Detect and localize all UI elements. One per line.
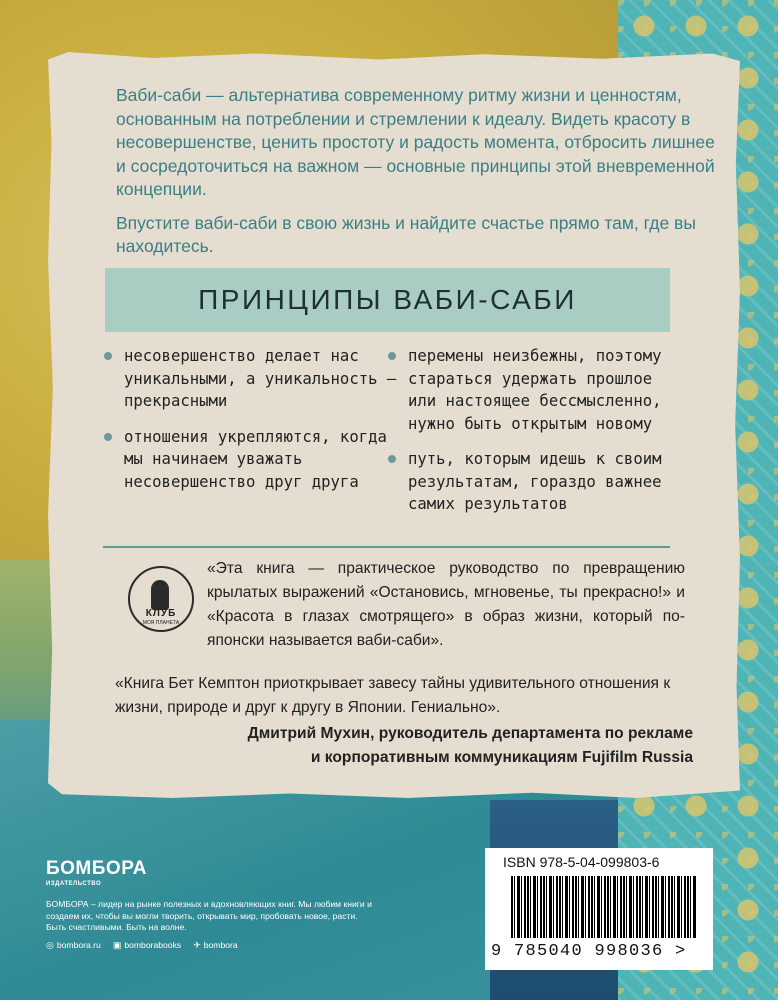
principle-item xyxy=(102,345,402,413)
intro-text xyxy=(116,84,716,269)
principle-text: перемены неизбежны, поэтому стараться удержать прошлое или настоящее бессмысленно, нужно быть открытым новому xyxy=(408,347,662,433)
telegram-icon: ✈ xyxy=(193,939,201,950)
author-name: Дмитрий Мухин xyxy=(247,725,371,742)
principles-banner-title: ПРИНЦИПЫ ВАБИ-САБИ xyxy=(198,284,577,315)
social-link[interactable] xyxy=(113,940,181,951)
publisher-social-links xyxy=(46,940,376,951)
club-logo-subtext: МОЯ ПЛАНЕТА xyxy=(142,620,180,626)
principles-right-column xyxy=(386,345,686,529)
social-label: bombora.ru xyxy=(56,939,101,950)
principle-text: путь, которым идешь к своим результатам, гораздо важнее самих результатов xyxy=(408,450,662,513)
publisher-block xyxy=(46,858,376,951)
principle-text: несовершенство делает нас уникальными, а уникальность — прекрасными xyxy=(124,347,397,410)
principles-banner xyxy=(105,268,670,332)
social-label: bomborabooks xyxy=(124,939,182,950)
author-title-line-2: и корпоративным коммуникациям Fujifilm Russia xyxy=(310,749,693,766)
publisher-logo: БОМБОРА xyxy=(46,858,147,879)
principle-item xyxy=(102,426,402,494)
instagram-icon: ◎ xyxy=(46,939,54,950)
social-label: bombora xyxy=(203,939,238,950)
bullet-icon xyxy=(388,455,396,463)
social-link[interactable] xyxy=(193,940,237,951)
intro-paragraph-1: Ваби-саби — альтернатива современному ритму жизни и ценностям, основанным на потреблении и стремлении к идеалу. Видеть красоту в несовершенстве, ценить простоту и радость момента, отбросить лишнее и сосредоточиться на важном — основные принципы этой вневременной концепции. xyxy=(116,85,715,199)
barcode-digits: 9 785040 998036 > xyxy=(491,942,687,961)
review-author xyxy=(115,722,693,770)
principles-left-column xyxy=(102,345,402,506)
social-link[interactable] xyxy=(46,940,101,951)
review-quote-2: «Книга Бет Кемптон приоткрывает завесу тайны удивительного отношения к жизни, природе и друг к другу в Японии. Гениально». xyxy=(115,675,671,716)
club-logo-text: КЛУБ xyxy=(145,608,177,619)
section-divider xyxy=(103,546,670,548)
barcode-panel xyxy=(485,848,713,970)
publisher-sublogo: ИЗДАТЕЛЬСТВО xyxy=(46,881,102,887)
barcode-icon xyxy=(511,876,697,938)
vk-icon: ▣ xyxy=(112,939,122,950)
principle-item xyxy=(386,345,686,435)
principle-item xyxy=(386,448,686,516)
isbn-number: ISBN 978-5-04-099803-6 xyxy=(503,854,660,870)
traveler-icon xyxy=(151,580,169,610)
author-title-line-1: , руководитель департамента по рекламе xyxy=(370,725,693,742)
review-quote-1: «Эта книга — практическое руководство по превращению крылатых выражений «Остановись, мгновенье, ты прекрасно!» и «Красота в глазах смотрящего» в образ жизни, который по-японски называется ваби-саби». xyxy=(207,560,685,649)
bullet-icon xyxy=(388,352,396,360)
bullet-icon xyxy=(104,433,112,441)
bullet-icon xyxy=(104,352,112,360)
intro-paragraph-2: Впустите ваби-саби в свою жизнь и найдите счастье прямо там, где вы находитесь. xyxy=(116,212,696,256)
principle-text: отношения укрепляются, когда мы начинаем уважать несовершенство друг друга xyxy=(124,427,387,491)
publisher-description: БОМБОРА – лидер на рынке полезных и вдохновляющих книг. Мы любим книги и создаем их, чтобы вы могли творить, открывать мир, пробовать новое, расти. Быть счастливыми. Быть на волне. xyxy=(46,899,372,932)
